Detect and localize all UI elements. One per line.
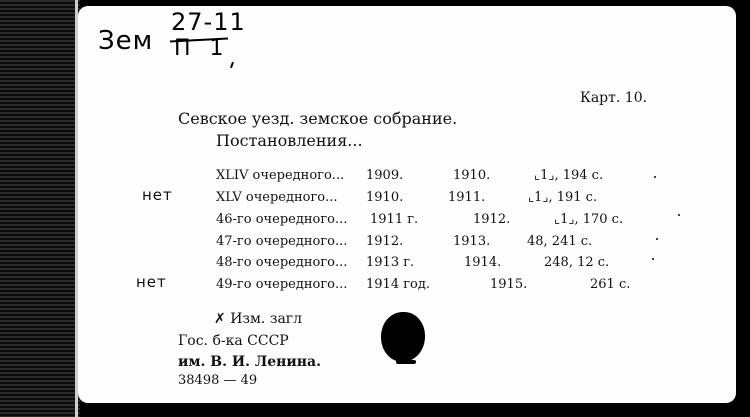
handwritten-note: нет: [142, 186, 173, 204]
library-line1: Гос. б-ка СССР: [178, 333, 289, 349]
cross-mark-icon: ✗: [214, 311, 226, 327]
speck: [656, 238, 658, 240]
catalog-code: 38498 — 49: [178, 373, 258, 388]
entry-year2: 1912.: [473, 212, 511, 227]
speck: [652, 258, 654, 260]
entry-session: XLIV очередного...: [216, 168, 345, 183]
entry-session: 48-го очередного...: [216, 255, 348, 270]
scan-left-edge: [0, 0, 80, 417]
entry-year1: 1911 г.: [370, 212, 419, 227]
footer-mark-text: Изм. загл: [230, 311, 303, 327]
library-line2: им. В. И. Ленина.: [178, 354, 321, 370]
handwritten-number-top: 27-11: [171, 8, 246, 36]
catalog-card: [78, 6, 736, 403]
entry-session: 49-го очередного...: [216, 277, 348, 292]
entry-volume: ⌞1⌟, 194 с.: [534, 168, 604, 183]
entry-year2: 1910.: [453, 168, 491, 183]
speck: [678, 214, 680, 216]
entry-volume: 48, 241 с.: [527, 234, 593, 249]
entry-year2: 1915.: [490, 277, 528, 292]
card-number: Карт. 10.: [580, 90, 648, 106]
entry-session: XLV очередного...: [216, 190, 338, 205]
entry-year1: 1913 г.: [366, 255, 415, 270]
handwritten-tick: [230, 62, 234, 68]
entry-volume: 261 с.: [590, 277, 631, 292]
entry-volume: 248, 12 с.: [544, 255, 610, 270]
entry-year1: 1914 год.: [366, 277, 430, 292]
card-title: Севское уезд. земское собрание.: [178, 109, 458, 128]
entry-session: 47-го очередного...: [216, 234, 348, 249]
entry-year2: 1914.: [464, 255, 502, 270]
entry-session: 46-го очередного...: [216, 212, 348, 227]
entry-year1: 1910.: [366, 190, 404, 205]
handwritten-number-bottom: П 1: [174, 36, 230, 61]
entry-year1: 1909.: [366, 168, 404, 183]
entry-volume: ⌞1⌟, 191 с.: [528, 190, 598, 205]
handwritten-prefix: Зем: [98, 26, 154, 56]
card-subtitle: Постановления...: [216, 131, 363, 150]
footer-mark: [214, 311, 302, 327]
ink-blot-tail: [396, 360, 416, 364]
entry-year2: 1913.: [453, 234, 491, 249]
entry-volume: ⌞1⌟, 170 с.: [554, 212, 624, 227]
handwritten-note: нет: [136, 273, 167, 291]
ink-blot: [381, 312, 425, 362]
entry-year1: 1912.: [366, 234, 404, 249]
speck: [654, 176, 656, 178]
entry-year2: 1911.: [448, 190, 486, 205]
